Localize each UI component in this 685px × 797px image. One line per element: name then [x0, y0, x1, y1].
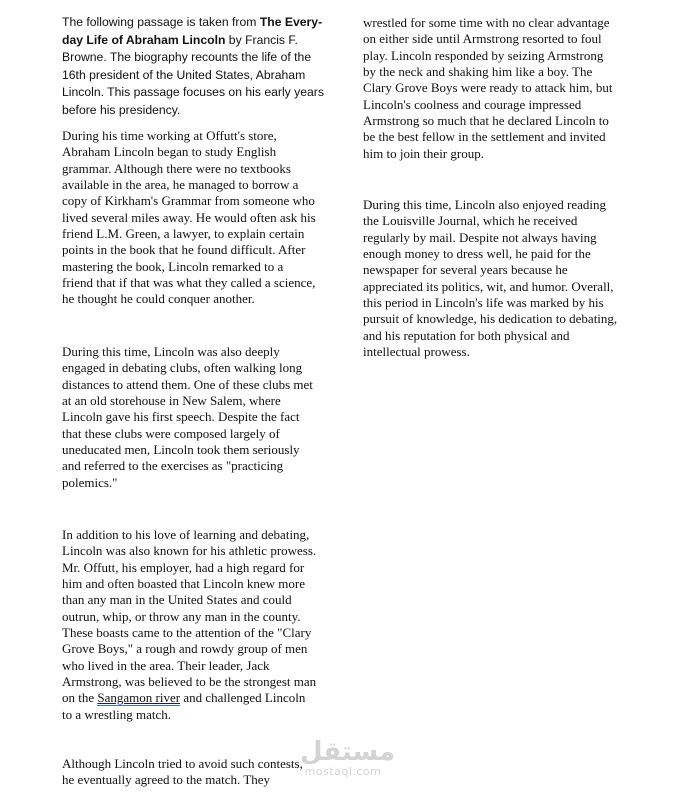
paragraph-line: he thought he could conquer another.: [62, 291, 255, 307]
paragraph-line: Abraham Lincoln began to study English: [62, 144, 277, 160]
book-title: The Every-: [259, 15, 323, 29]
book-title: day Life of Abraham Lincoln: [62, 32, 226, 47]
paragraph-line: mastering the book, Lincoln remarked to a: [62, 258, 284, 274]
paragraph-line: enough money to dress well, he paid for the: [363, 246, 591, 262]
paragraph-line: to a wrestling match.: [62, 706, 172, 722]
paragraph-line: Armstrong so much that he declared Lincoln to: [363, 113, 609, 129]
paragraph-line: During this time, Lincoln also enjoyed reading: [363, 197, 606, 212]
paragraph-line: appreciated its politics, wit, and humor. Overall,: [363, 278, 614, 294]
paragraph-line: intellectual prowess.: [363, 344, 470, 360]
text: on the: [62, 690, 98, 706]
text: and challenged Lincoln: [180, 690, 306, 706]
paragraph-line: Browne. The biography recounts the life of the: [62, 50, 312, 64]
paragraph-line: Clary Grove Boys were ready to attack him, but: [363, 80, 613, 96]
paragraph-line: than any man in the United States and could: [62, 592, 292, 608]
paragraph-line: In addition to his love of learning and debating,: [62, 527, 310, 542]
sangamon-river-link[interactable]: Sangamon river: [97, 690, 181, 706]
paragraph-line: before his presidency.: [62, 102, 181, 117]
paragraph-line: who lived in the area. Their leader, Jack: [62, 657, 270, 673]
paragraph-line: Grove Boys," a rough and rowdy group of men: [62, 641, 308, 657]
paragraph-reading: [363, 197, 633, 360]
paragraph-wrestling-start: [62, 756, 332, 789]
paragraph-line: he eventually agreed to the match. They: [62, 772, 271, 788]
paragraph-line: engaged in debating clubs, often walking long: [62, 360, 303, 376]
intro-text: by Francis F.: [225, 32, 298, 47]
paragraph-line: polemics.": [62, 474, 118, 490]
paragraph-line: by the neck and shaking him like a boy. The: [363, 64, 593, 80]
paragraph-line: him and often boasted that Lincoln knew more: [62, 576, 305, 592]
paragraph-line: friend that if that was what they called a science,: [62, 275, 316, 291]
paragraph-line: uneducated men, Lincoln took them seriously: [62, 442, 300, 458]
paragraph-line: play. Lincoln responded by seizing Armstrong: [363, 47, 604, 63]
paragraph-line: copy of Kirkham's Grammar from someone who: [62, 193, 315, 209]
paragraph-line: that these clubs were composed largely of: [62, 425, 280, 441]
paragraph-line: Lincoln's coolness and courage impressed: [363, 96, 582, 112]
paragraph-line: be the best fellow in the settlement and invited: [363, 129, 606, 145]
paragraph-line: the Louisville Journal, which he received: [363, 213, 578, 229]
paragraph-line: this period in Lincoln's life was marked by his: [363, 295, 604, 311]
paragraph-line: Lincoln was also known for his athletic prowess.: [62, 543, 317, 559]
paragraph-line: Armstrong, was believed to be the strongest man: [62, 674, 317, 690]
watermark-latin: mostaql.com: [304, 765, 382, 778]
paragraph-athletics: [62, 527, 332, 723]
paragraph-line: and referred to the exercises as "practicing: [62, 458, 284, 474]
paragraph-line: points in the book that he found difficult. After: [62, 242, 306, 258]
paragraph-line: outrun, whip, or throw any man in the county.: [62, 608, 301, 624]
paragraph-line: During this time, Lincoln was also deeply: [62, 344, 280, 359]
paragraph-study: [62, 128, 332, 308]
paragraph-line: grammar. Although there were no textbooks: [62, 160, 291, 176]
paragraph-line: on either side until Armstrong resorted to foul: [363, 31, 602, 47]
paragraph-debating: [62, 344, 332, 491]
paragraph-line: Mr. Offutt, his employer, had a high regard for: [62, 559, 305, 575]
paragraph-line: [62, 690, 332, 706]
paragraph-line: pursuit of knowledge, his dedication to debating,: [363, 311, 618, 327]
paragraph-line: Lincoln gave his first speech. Despite the fact: [62, 409, 300, 425]
paragraph-line: at an old storehouse in New Salem, where: [62, 393, 281, 409]
paragraph-line: newspaper for several years because he: [363, 262, 568, 278]
paragraph-line: lived several miles away. He would often ask his: [62, 209, 316, 225]
paragraph-line: distances to attend them. One of these clubs met: [62, 376, 313, 392]
paragraph-line: During his time working at Offutt's store,: [62, 128, 277, 143]
intro-paragraph: [62, 14, 332, 119]
paragraph-line: Lincoln. This passage focuses on his early years: [62, 85, 324, 99]
paragraph-line: available in the area, he managed to borrow a: [62, 177, 299, 193]
paragraph-line: and his reputation for both physical and: [363, 327, 570, 343]
paragraph-wrestling-end: [363, 15, 633, 162]
intro-text: The following passage is taken from: [62, 15, 260, 29]
watermark-arabic: مستقل: [300, 737, 396, 767]
paragraph-line: friend L.M. Green, a lawyer, to explain certain: [62, 226, 305, 242]
paragraph-line: 16th president of the United States, Abraham: [62, 67, 306, 82]
mostaql-watermark: [300, 737, 396, 778]
paragraph-line: him to join their group.: [363, 145, 484, 161]
paragraph-line: Although Lincoln tried to avoid such contests,: [62, 756, 303, 771]
paragraph-line: regularly by mail. Despite not always having: [363, 229, 597, 245]
paragraph-line: wrestled for some time with no clear advantage: [363, 15, 610, 30]
paragraph-line: These boasts came to the attention of the "Clary: [62, 625, 312, 641]
